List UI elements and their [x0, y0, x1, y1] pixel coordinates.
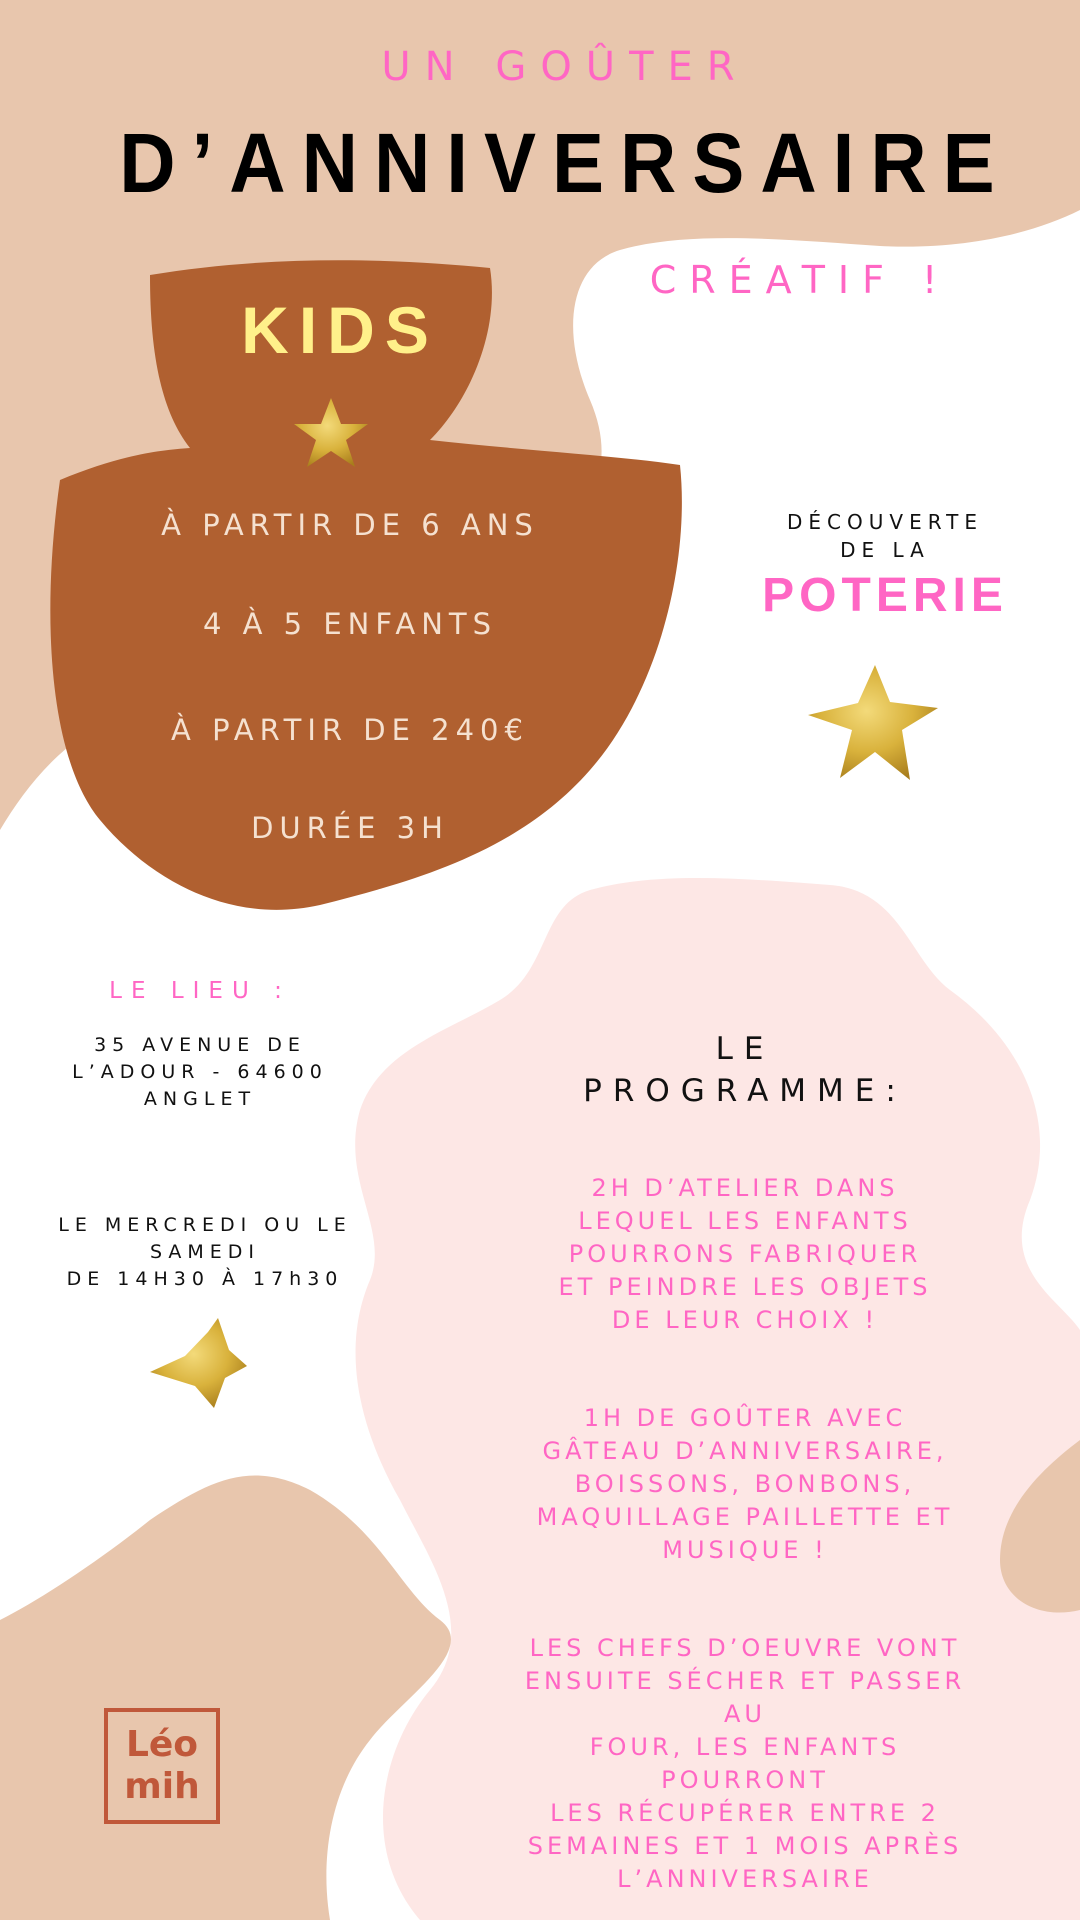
beige-bottom-blob	[0, 1476, 451, 1920]
program-line: MAQUILLAGE PAILLETTE ET	[536, 1503, 954, 1531]
program-line: DE LEUR CHOIX !	[611, 1306, 879, 1334]
address-line: 35 AVENUE DE	[94, 1034, 306, 1056]
program-line: LES RÉCUPÉRER ENTRE 2	[550, 1799, 940, 1827]
schedule-line: DE 14H30 À 17h30	[66, 1268, 344, 1290]
program-line: LEQUEL LES ENFANTS	[578, 1207, 912, 1235]
discovery-line: DÉCOUVERTE	[787, 510, 983, 534]
logo-line: mih	[124, 1766, 200, 1807]
discovery-highlight: POTERIE	[762, 569, 1008, 622]
star-schedule	[150, 1318, 247, 1408]
program-line: ENSUITE SÉCHER ET PASSER AU	[524, 1667, 966, 1728]
discovery-intro	[760, 508, 1010, 564]
program-line: BOISSONS, BONBONS,	[574, 1470, 916, 1498]
location-heading: LE LIEU :	[109, 978, 291, 1004]
program-line: GÂTEAU D’ANNIVERSAIRE,	[542, 1437, 948, 1465]
program-heading-line: PROGRAMME:	[583, 1073, 907, 1109]
address-line: L’ADOUR - 64600	[72, 1061, 328, 1083]
title-line-anniversaire: D’ANNIVERSAIRE	[119, 115, 1011, 211]
program-line: ET PEINDRE LES OBJETS	[558, 1273, 932, 1301]
program-item-sechage	[510, 1632, 980, 1896]
location-address	[40, 1032, 360, 1113]
kids-duration: DURÉE 3H	[251, 811, 449, 845]
leomih-logo	[104, 1708, 220, 1824]
program-line: SEMAINES ET 1 MOIS APRÈS	[527, 1832, 963, 1860]
kids-title: KIDS	[241, 293, 439, 367]
discovery-line: DE LA	[840, 538, 930, 562]
program-line: 2H D’ATELIER DANS	[591, 1174, 899, 1202]
program-heading-line: LE	[715, 1031, 775, 1067]
program-line: POURRONS FABRIQUER	[568, 1240, 922, 1268]
program-line: FOUR, LES ENFANTS POURRONT	[589, 1733, 901, 1794]
title-line-un-gouter: UN GOÛTER	[381, 44, 749, 90]
address-line: ANGLET	[143, 1088, 257, 1110]
program-line: L’ANNIVERSAIRE	[617, 1865, 873, 1893]
program-item-gouter	[510, 1402, 980, 1567]
program-line: MUSIQUE !	[662, 1536, 828, 1564]
logo-line: Léo	[125, 1724, 199, 1765]
kids-group-size: 4 À 5 ENFANTS	[202, 607, 498, 641]
program-line: LES CHEFS D’OEUVRE VONT	[529, 1634, 961, 1662]
kids-price: À PARTIR DE 240€	[171, 713, 529, 747]
schedule-text	[20, 1212, 390, 1293]
star-poterie	[808, 665, 938, 780]
kids-age: À PARTIR DE 6 ANS	[161, 508, 539, 542]
program-item-atelier	[510, 1172, 980, 1337]
title-line-creatif: CRÉATIF !	[649, 258, 951, 302]
program-heading	[520, 1028, 970, 1112]
schedule-line: LE MERCREDI OU LE	[58, 1214, 352, 1236]
program-line: 1H DE GOÛTER AVEC	[583, 1404, 907, 1432]
schedule-line: SAMEDI	[149, 1241, 261, 1263]
